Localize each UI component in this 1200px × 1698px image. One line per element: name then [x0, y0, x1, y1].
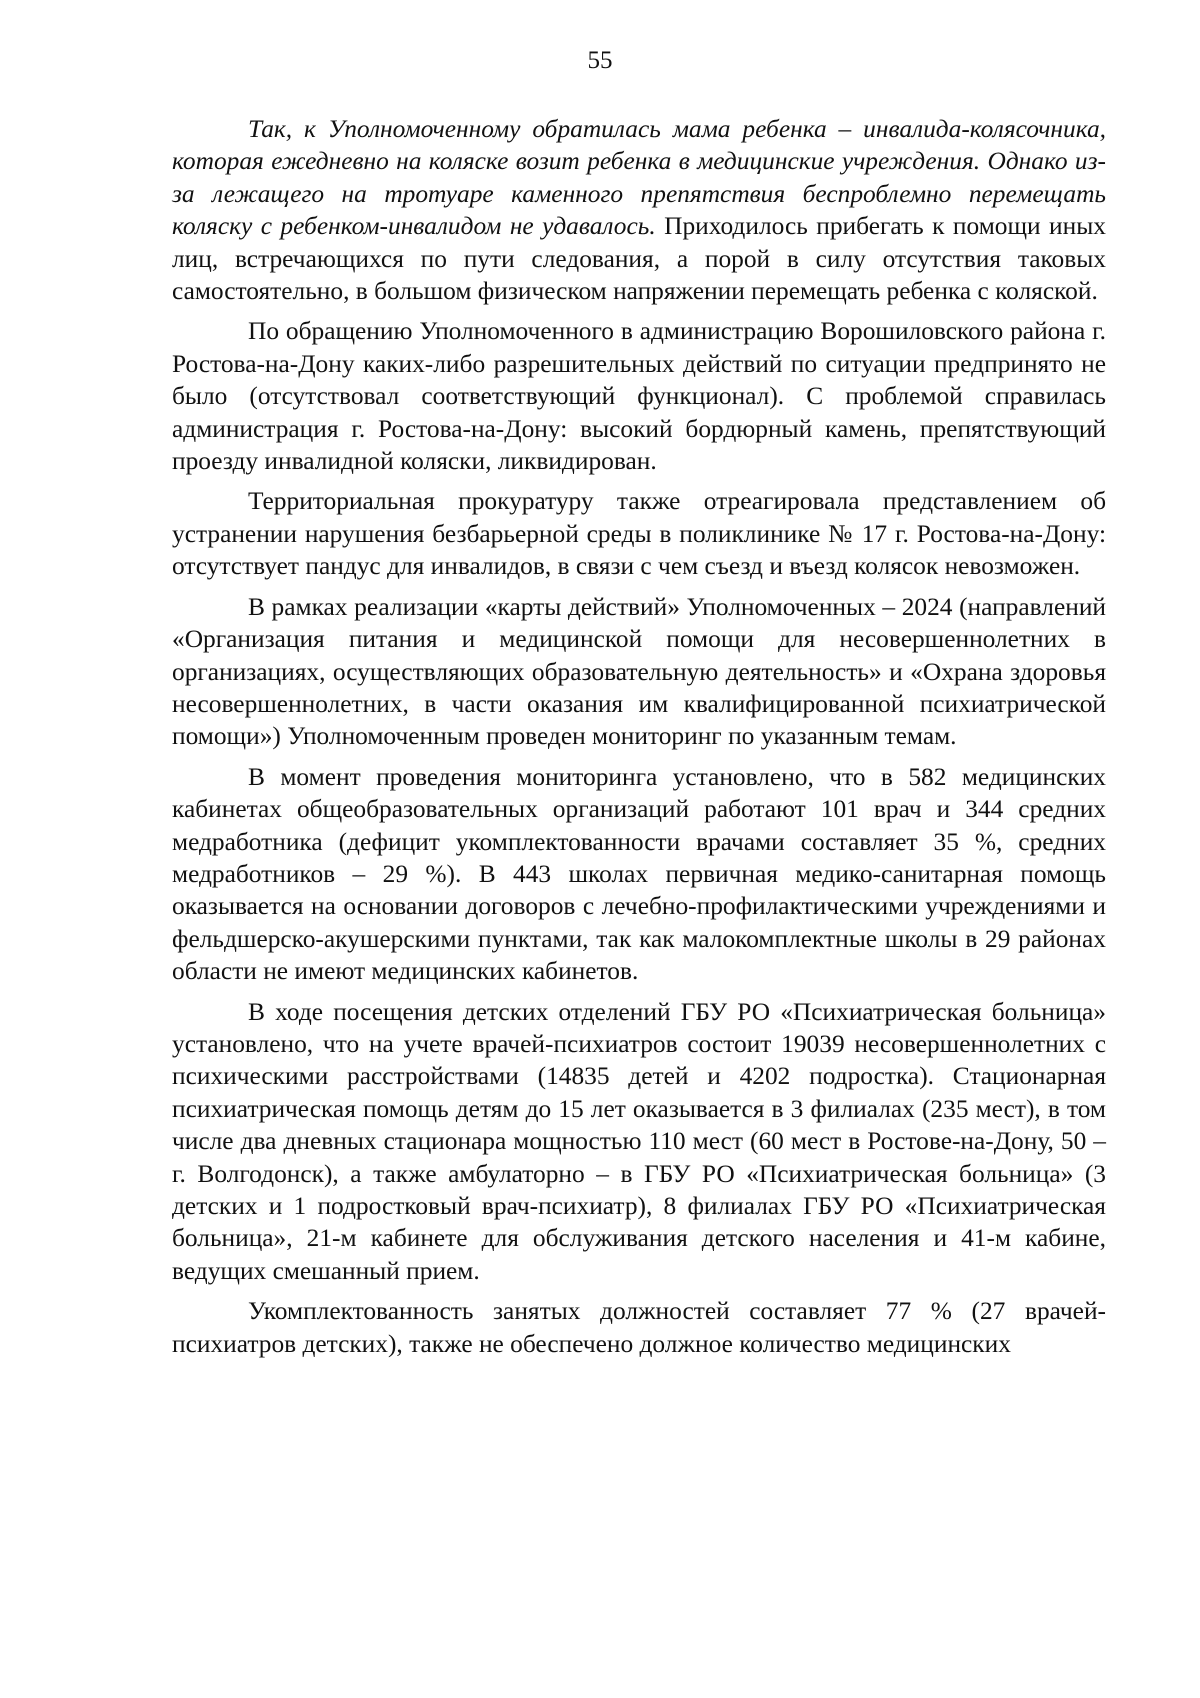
paragraph-7: Укомплектованность занятых должностей составляет 77 % (27 врачей-психиатров детских), также не обеспечено должное количество медицинских — [172, 1297, 1106, 1358]
page-number: 55 — [587, 47, 613, 74]
paragraph-2: По обращению Уполномоченного в администрацию Ворошиловского района г. Ростова-на-Дону каких-либо разрешительных действий по ситуации предпринято не было (отсутствовал соответствующий функционал). С проблемой справилась администрация г. Ростова-на-Дону: высокий бордюрный камень, препятствующий проезду инвалидной коляски, ликвидирован. — [172, 317, 1106, 476]
paragraph-5: В момент проведения мониторинга установлено, что в 582 медицинских кабинетах общеобразовательных организаций работают 101 врач и 344 средних медработника (дефицит укомплектованности врачами составляет 35 %, средних медработников – 29 %). В 443 школах первичная медико-санитарная помощь оказывается на основании договоров с лечебно-профилактическими учреждениями и фельдшерско-акушерскими пунктами, так как малокомплектные школы в 29 районах области не имеют медицинских кабинетов. — [172, 762, 1106, 986]
paragraph-4: В рамках реализации «карты действий» Уполномоченных – 2024 (направлений «Организация питания и медицинской помощи для несовершеннолетних в организациях, осуществляющих образовательную деятельность» и «Охрана здоровья несовершеннолетних, в части оказания им квалифицированной психиатрической помощи») Уполномоченным проведен мониторинг по указанным темам. — [172, 592, 1106, 751]
paragraph-1-regular: Приходилось прибегать к помощи иных лиц, встречающихся по пути следования, а порой в силу отсутствия таковых самостоятельно, в большом физическом напряжении перемещать ребенка с коляской. — [172, 212, 1106, 306]
body-text — [172, 113, 1106, 1360]
paragraph-6: В ходе посещения детских отделений ГБУ РО «Психиатрическая больница» установлено, что на учете врачей-психиатров состоит 19039 несовершеннолетних с психическими расстройствами (14835 детей и 4202 подростка). Стационарная психиатрическая помощь детям до 15 лет оказывается в 3 филиалах (235 мест), в том числе два дневных стационара мощностью 110 мест (60 мест в Ростове-на-Дону, 50 – г. Волгодонск), а также амбулаторно – в ГБУ РО «Психиатрическая больница» (3 детских и 1 подростковый врач-психиатр), 8 филиалах ГБУ РО «Психиатрическая больница», 21-м кабинете для обслуживания детского населения и 41-м кабине, ведущих смешанный прием. — [172, 997, 1106, 1285]
paragraph-1 — [172, 113, 1106, 307]
paragraph-3: Территориальная прокуратуру также отреагировала представлением об устранении нарушения безбарьерной среды в поликлинике № 17 г. Ростова-на-Дону: отсутствует пандус для инвалидов, в связи с чем съезд и въезд колясок невозможен. — [172, 487, 1106, 581]
paragraph-1-italic: Так, к Уполномоченному обратилась мама ребенка – инвалида-колясочника, которая ежедневно на коляске возит ребенка в медицинские учреждения. Однако из-за лежащего на тротуаре каменного препятствия беспроблемно перемещать коляску с ребенком-инвалидом не удавалось. — [172, 115, 1106, 241]
